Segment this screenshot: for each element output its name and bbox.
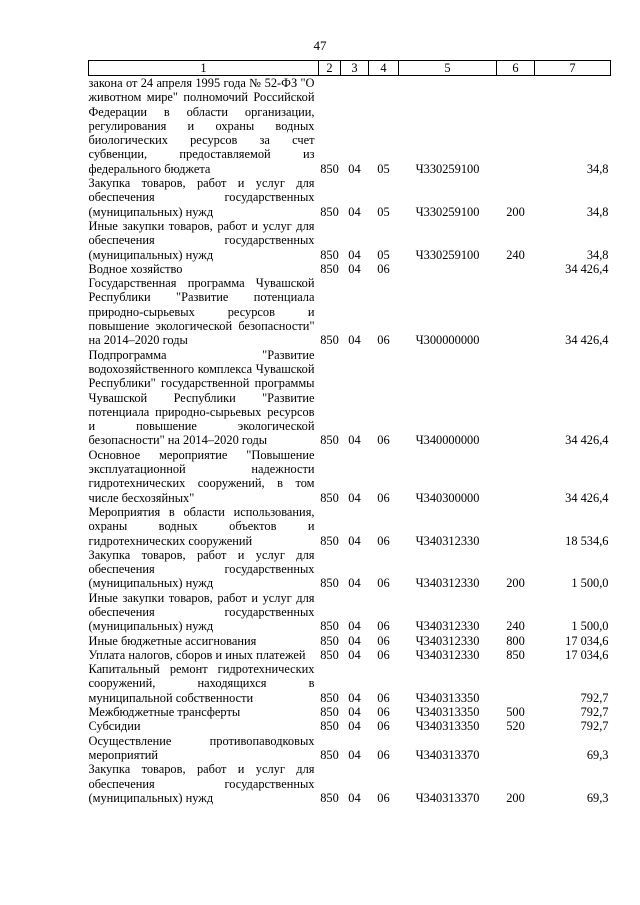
header-row [89,61,611,76]
amount: 34 426,4 [565,490,609,505]
amount: 792,7 [580,690,609,705]
expense-type-code: 200 [506,204,525,219]
row-name: Субсидии [88,719,141,734]
ministry-code: 850 [320,705,339,720]
ministry-code: 850 [320,576,339,591]
expense-type-code [497,76,535,177]
row-name: Водное хозяйство [88,261,183,276]
table-row [89,734,611,763]
row-name: Закупка товаров, работ и услуг для обеспечения государственных (муниципальных) нужд [88,547,315,591]
table-body [89,76,611,806]
row-name: Иные закупки товаров, работ и услуг для обеспечения государственных (муниципальных) нужд [88,590,315,634]
ministry-code: 850 [320,333,339,348]
row-name: Мероприятия в области использования, охраны водных объектов и гидротехнических сооружений [88,504,315,548]
table-row [89,548,611,591]
amount: 34,8 [586,204,609,219]
amount: 34,8 [586,247,609,262]
expense-type-code [497,448,535,505]
ministry-code: 850 [320,633,339,648]
row-name: Иные бюджетные ассигнования [88,633,257,648]
column-header-4: 4 [369,61,399,76]
ministry-code: 850 [320,490,339,505]
target-article-code: Ч330259100 [415,204,480,219]
target-article-code: Ч340313350 [415,719,480,734]
section-code: 04 [348,747,361,762]
ministry-code: 850 [320,747,339,762]
section-code: 04 [348,161,361,176]
table-row [89,705,611,719]
amount: 17 034,6 [565,633,609,648]
amount: 18 534,6 [565,533,609,548]
target-article-code: Ч330259100 [415,161,480,176]
section-code: 04 [348,576,361,591]
page-number: 47 [313,38,327,53]
target-article-code: Ч340000000 [415,433,480,448]
column-header-6: 6 [497,61,535,76]
section-code: 04 [348,247,361,262]
target-article-code: Ч340312330 [415,533,480,548]
row-name: Осуществление противопаводковых мероприятий [88,733,315,762]
target-article-code: Ч330259100 [415,247,480,262]
expense-type-code [497,734,535,763]
section-code: 04 [348,705,361,720]
section-code: 04 [348,204,361,219]
row-name: Капитальный ремонт гидротехнических сооружений, находящихся в муниципальной собственности [88,662,315,705]
section-code: 04 [348,490,361,505]
row-name: Государственная программа Чувашской Республики "Развитие потенциала природно-сырьевых ресурсов и повышение экологической безопасности" на 2014–2020 годы [88,276,315,348]
column-header-7: 7 [535,61,611,76]
target-article-code [399,262,497,276]
subsection-code: 06 [377,719,390,734]
section-code: 04 [348,719,361,734]
subsection-code: 06 [377,490,390,505]
column-header-5: 5 [399,61,497,76]
target-article-code: Ч340313350 [415,690,480,705]
section-code: 04 [348,633,361,648]
row-name: закона от 24 апреля 1995 года № 52-ФЗ "О животном мире" полномочий Российской Федерации в области организации, регулирования и охраны водных биологических ресурсов за счет субвенции, предоставляемой из федерального бюджета [88,76,315,176]
amount: 1 500,0 [571,576,609,591]
section-code: 04 [348,690,361,705]
expense-type-code: 800 [506,633,525,648]
table-header [89,61,611,76]
target-article-code: Ч340300000 [415,490,480,505]
amount: 34 426,4 [565,261,609,276]
table-row [89,634,611,648]
ministry-code: 850 [320,619,339,634]
ministry-code: 850 [320,161,339,176]
amount: 34 426,4 [565,433,609,448]
ministry-code: 850 [320,433,339,448]
amount: 69,3 [586,747,609,762]
subsection-code: 05 [377,247,390,262]
amount: 1 500,0 [571,619,609,634]
expense-type-code: 200 [506,790,525,805]
target-article-code: Ч340312330 [415,576,480,591]
column-header-1: 1 [89,61,319,76]
expense-type-code: 850 [506,647,525,662]
expense-type-code [497,348,535,448]
expense-type-code: 520 [506,719,525,734]
section-code: 04 [348,433,361,448]
expense-type-code [497,276,535,347]
subsection-code: 06 [377,633,390,648]
subsection-code: 05 [377,204,390,219]
expense-type-code: 240 [506,247,525,262]
amount: 69,3 [586,790,609,805]
ministry-code: 850 [320,647,339,662]
section-code: 04 [348,619,361,634]
target-article-code: Ч340313350 [415,705,480,720]
section-code: 04 [348,533,361,548]
target-article-code: Ч340312330 [415,647,480,662]
table-row [89,762,611,805]
target-article-code: Ч300000000 [415,333,480,348]
amount: 34,8 [586,161,609,176]
section-code: 04 [348,647,361,662]
ministry-code: 850 [320,790,339,805]
table-row [89,219,611,262]
budget-table [88,60,611,805]
table-row [89,719,611,733]
target-article-code: Ч340313370 [415,747,480,762]
ministry-code: 850 [320,204,339,219]
table-row [89,262,611,276]
column-header-3: 3 [341,61,369,76]
table-row [89,276,611,347]
expense-type-code: 240 [506,619,525,634]
expense-type-code: 500 [506,705,525,720]
amount: 792,7 [580,705,609,720]
amount: 792,7 [580,719,609,734]
row-name: Уплата налогов, сборов и иных платежей [88,647,306,662]
row-name: Основное мероприятие "Повышение эксплуатационной надежности гидротехнических сооружений, в том числе бесхозяйных" [88,447,315,505]
subsection-code: 06 [377,705,390,720]
subsection-code: 06 [377,333,390,348]
table-row [89,176,611,219]
amount: 34 426,4 [565,333,609,348]
ministry-code: 850 [320,719,339,734]
ministry-code: 850 [320,247,339,262]
ministry-code: 850 [320,533,339,548]
table-row [89,448,611,505]
expense-type-code [497,662,535,705]
expense-type-code [497,505,535,548]
subsection-code: 06 [377,433,390,448]
subsection-code: 06 [377,261,390,276]
subsection-code: 05 [377,161,390,176]
row-name: Межбюджетные трансферты [88,705,241,720]
row-name: Закупка товаров, работ и услуг для обеспечения государственных (муниципальных) нужд [88,762,315,805]
subsection-code: 06 [377,790,390,805]
section-code: 04 [348,790,361,805]
row-name: Иные закупки товаров, работ и услуг для обеспечения государственных (муниципальных) нужд [88,218,315,262]
subsection-code: 06 [377,747,390,762]
target-article-code: Ч340313370 [415,790,480,805]
table-row [89,591,611,634]
subsection-code: 06 [377,576,390,591]
table-row [89,505,611,548]
subsection-code: 06 [377,690,390,705]
row-name: Подпрограмма "Развитие водохозяйственного комплекса Чувашской Республики" государственной программы Чувашской Республики "Развитие потенциала природно-сырьевых ресурсов и повышение экологической безопасности" на 2014–2020 годы [88,347,315,448]
table-row [89,348,611,448]
expense-type-code: 200 [506,576,525,591]
column-header-2: 2 [319,61,341,76]
target-article-code: Ч340312330 [415,619,480,634]
section-code: 04 [348,333,361,348]
amount: 17 034,6 [565,647,609,662]
table-row [89,648,611,662]
ministry-code: 850 [320,261,339,276]
row-name: Закупка товаров, работ и услуг для обеспечения государственных (муниципальных) нужд [88,176,315,219]
table-row [89,76,611,177]
target-article-code: Ч340312330 [415,633,480,648]
table-row [89,662,611,705]
subsection-code: 06 [377,619,390,634]
subsection-code: 06 [377,647,390,662]
subsection-code: 06 [377,533,390,548]
expense-type-code [497,262,535,276]
ministry-code: 850 [320,690,339,705]
section-code: 04 [348,261,361,276]
